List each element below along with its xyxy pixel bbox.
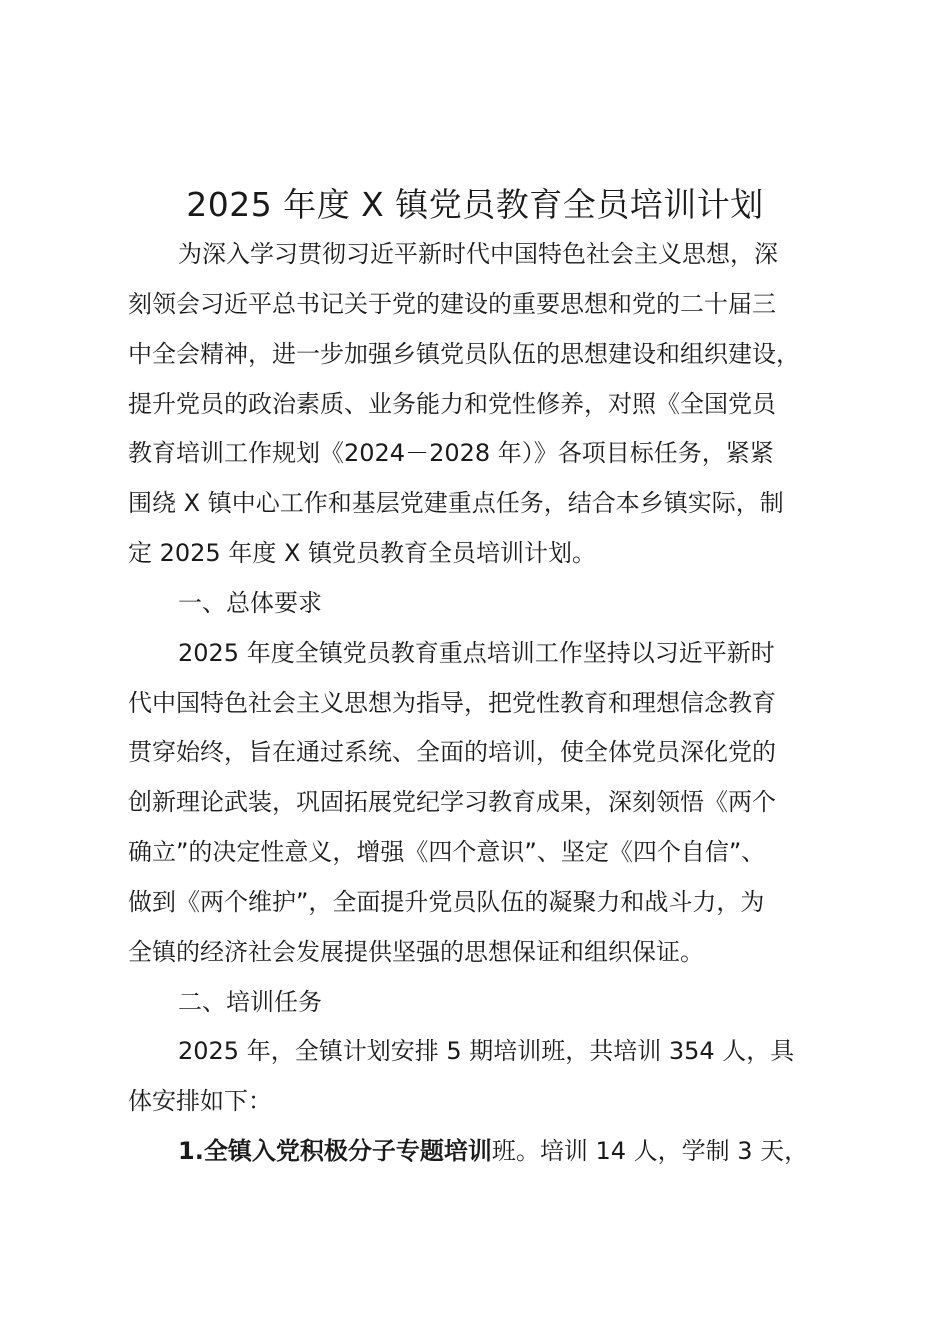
- intro-line: 围绕 X 镇中心工作和基层党建重点任务，结合本乡镇实际，制: [128, 489, 784, 517]
- section1-line: 代中国特色社会主义思想为指导，把党性教育和理想信念教育: [128, 689, 776, 717]
- section2-line: 2025 年，全镇计划安排 5 期培训班，共培训 354 人，具: [178, 1037, 795, 1065]
- intro-line: 为深入学习贯彻习近平新时代中国特色社会主义思想，深: [178, 240, 778, 268]
- section1-line: 做到《两个维护”，全面提升党员队伍的凝聚力和战斗力，为: [128, 888, 765, 916]
- section-heading-training-tasks: 二、培训任务: [178, 988, 322, 1016]
- intro-line: 教育培训工作规划《2024－2028 年）》各项目标任务，紧紧: [128, 439, 774, 467]
- section1-line: 全镇的经济社会发展提供坚强的思想保证和组织保证。: [128, 938, 704, 966]
- intro-line: 提升党员的政治素质、业务能力和党性修养，对照《全国党员: [128, 390, 776, 418]
- item1-line: [178, 1134, 808, 1168]
- section1-line: 2025 年度全镇党员教育重点培训工作坚持以习近平新时: [178, 639, 775, 667]
- section1-line: 创新理论武装，巩固拓展党纪学习教育成果，深刻领悟《两个: [128, 788, 776, 816]
- section1-line: 贯穿始终，旨在通过系统、全面的培训，使全体党员深化党的: [128, 738, 776, 766]
- section-heading-general-requirements: 一、总体要求: [178, 589, 322, 617]
- item1-title: 1.全镇入党积极分子专题培训: [178, 1137, 492, 1165]
- section2-line: 体安排如下：: [128, 1087, 272, 1115]
- section1-line: 确立”的决定性意义，增强《四个意识”、坚定《四个自信”、: [128, 838, 766, 866]
- intro-line: 定 2025 年度 X 镇党员教育全员培训计划。: [128, 539, 597, 567]
- item1-detail: 班。培训 14 人，学制 3 天，: [491, 1137, 809, 1165]
- intro-line: 刻领会习近平总书记关于党的建设的重要思想和党的二十届三: [128, 290, 776, 318]
- document-title: 2025 年度 X 镇党员教育全员培训计划: [186, 185, 764, 224]
- intro-line: 中全会精神，进一步加强乡镇党员队伍的思想建设和组织建设，: [128, 340, 800, 368]
